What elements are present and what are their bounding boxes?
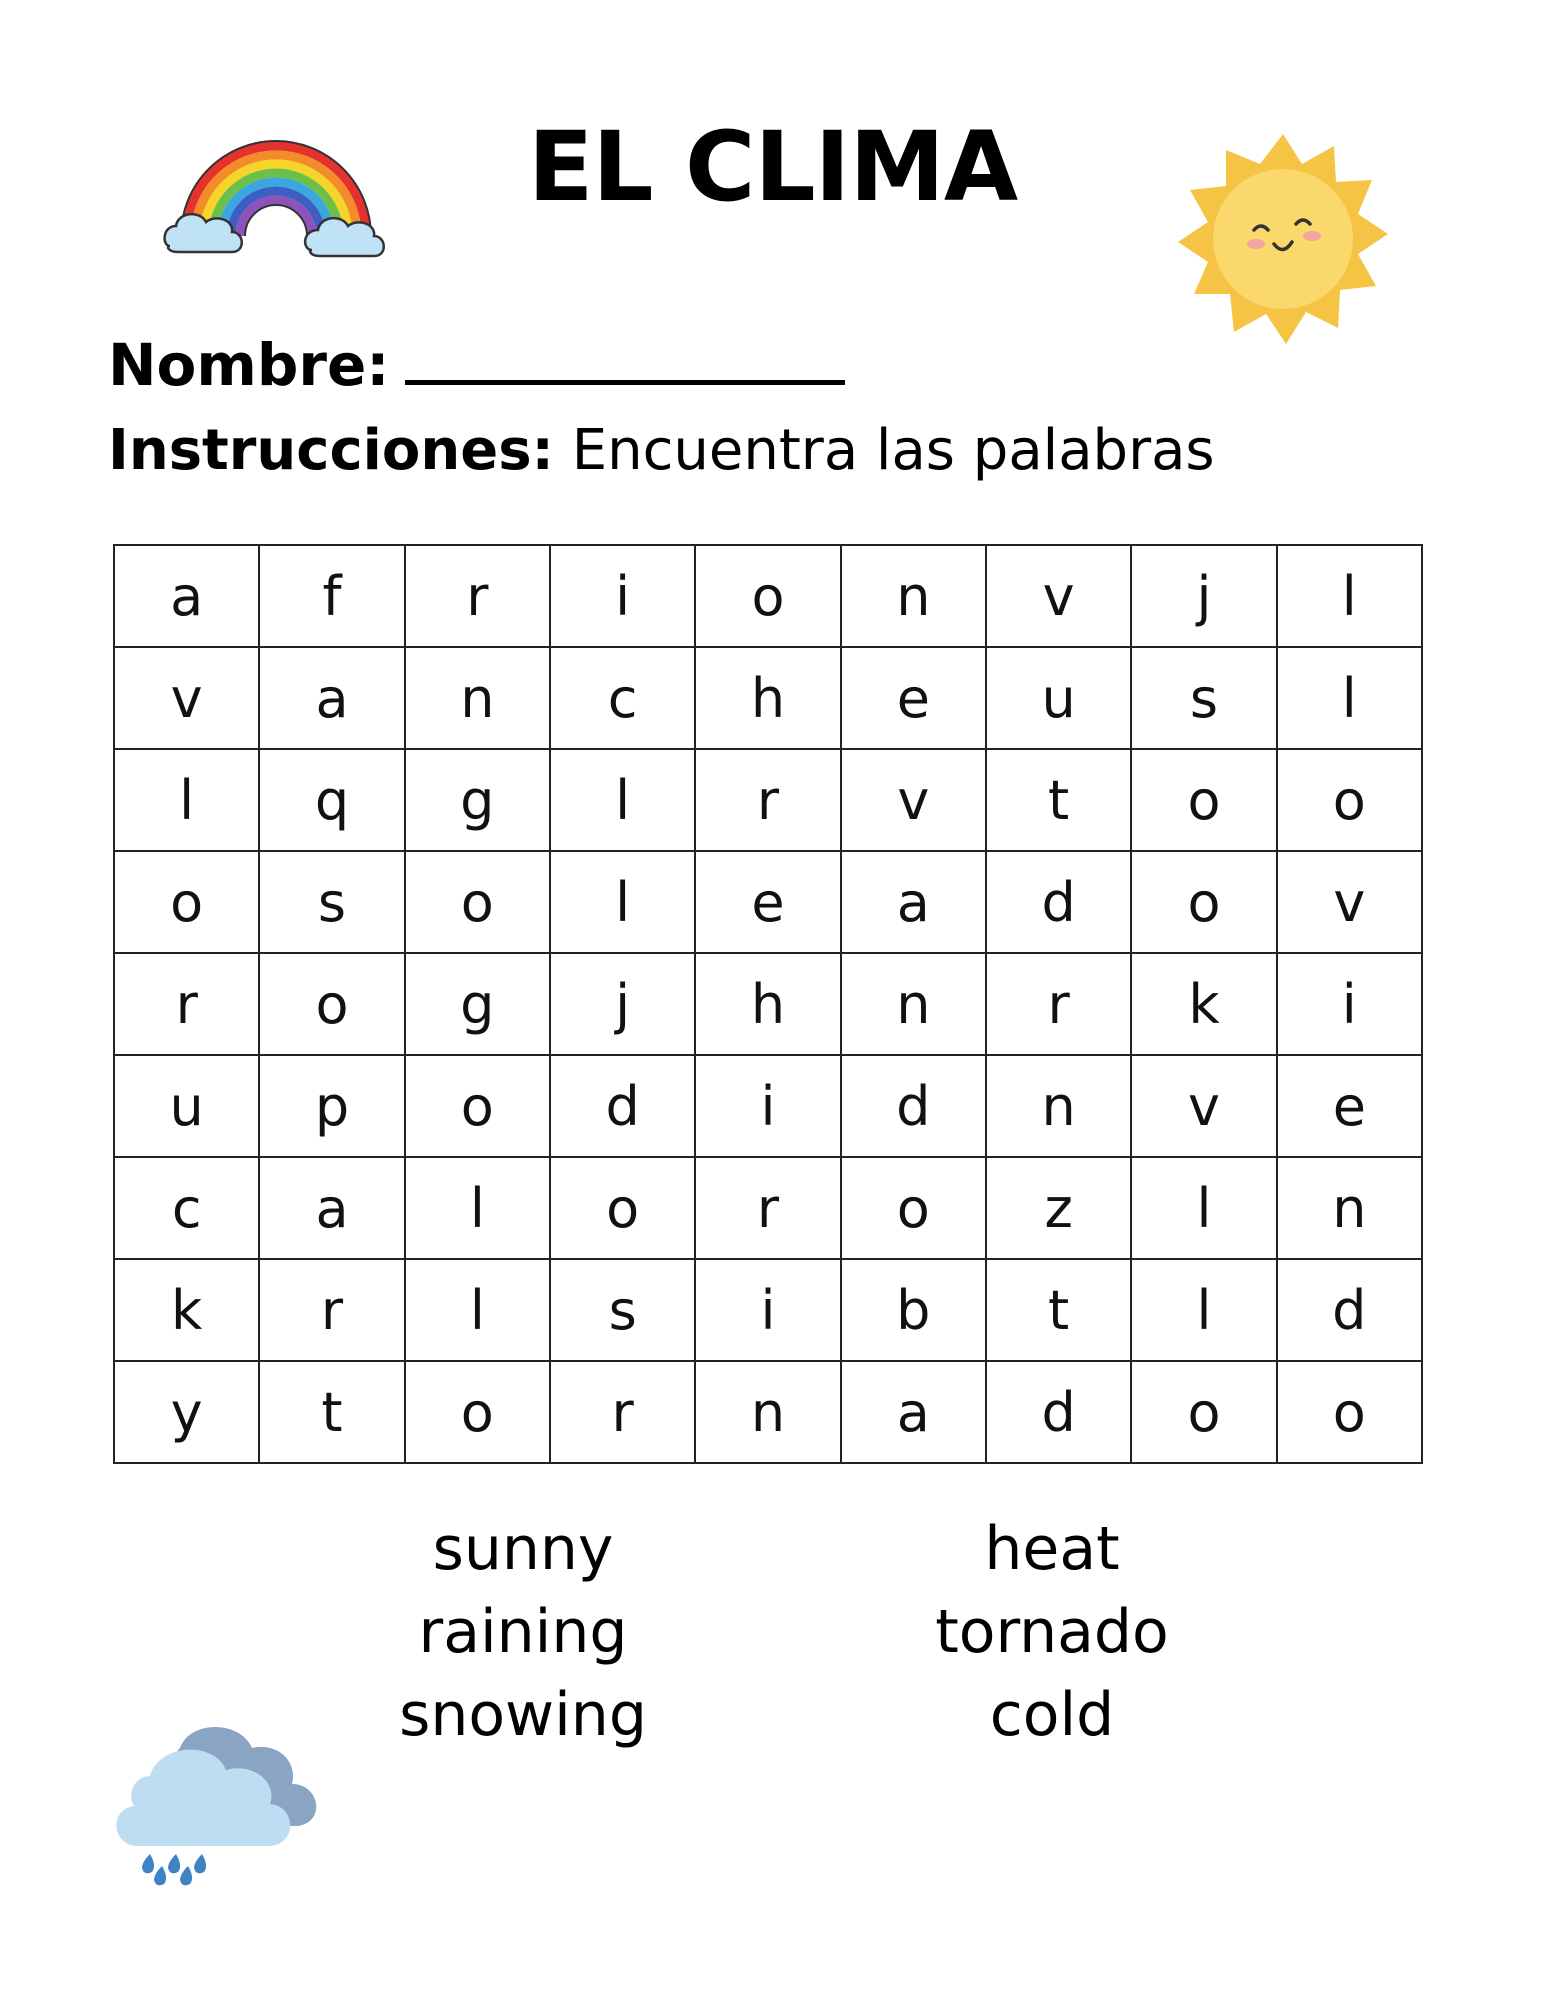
- grid-cell[interactable]: f: [259, 545, 404, 647]
- name-field-row: [108, 322, 845, 400]
- grid-cell[interactable]: u: [986, 647, 1131, 749]
- grid-cell[interactable]: n: [405, 647, 550, 749]
- grid-cell[interactable]: s: [550, 1259, 695, 1361]
- word-list-item: sunny: [432, 1514, 614, 1584]
- grid-cell[interactable]: e: [841, 647, 986, 749]
- grid-cell[interactable]: l: [114, 749, 259, 851]
- grid-cell[interactable]: r: [695, 749, 840, 851]
- grid-cell[interactable]: g: [405, 749, 550, 851]
- grid-cell[interactable]: n: [1277, 1157, 1422, 1259]
- grid-cell[interactable]: q: [259, 749, 404, 851]
- grid-cell[interactable]: d: [986, 1361, 1131, 1463]
- grid-cell[interactable]: k: [1131, 953, 1276, 1055]
- grid-cell[interactable]: e: [1277, 1055, 1422, 1157]
- grid-cell[interactable]: l: [1131, 1157, 1276, 1259]
- grid-cell[interactable]: l: [405, 1259, 550, 1361]
- grid-cell[interactable]: a: [259, 647, 404, 749]
- word-list-item: tornado: [935, 1597, 1169, 1667]
- grid-cell[interactable]: o: [841, 1157, 986, 1259]
- grid-cell[interactable]: b: [841, 1259, 986, 1361]
- grid-cell[interactable]: o: [1131, 749, 1276, 851]
- grid-row: [114, 1157, 1422, 1259]
- grid-row: [114, 953, 1422, 1055]
- grid-cell[interactable]: r: [695, 1157, 840, 1259]
- grid-row: [114, 647, 1422, 749]
- grid-cell[interactable]: s: [1131, 647, 1276, 749]
- grid-cell[interactable]: n: [841, 953, 986, 1055]
- word-list-item: heat: [984, 1514, 1120, 1584]
- grid-row: [114, 1259, 1422, 1361]
- word-list-right: [842, 1508, 1262, 1757]
- grid-cell[interactable]: r: [114, 953, 259, 1055]
- grid-cell[interactable]: a: [114, 545, 259, 647]
- grid-cell[interactable]: l: [550, 749, 695, 851]
- instructions: [108, 416, 1215, 486]
- grid-cell[interactable]: o: [114, 851, 259, 953]
- grid-cell[interactable]: i: [695, 1055, 840, 1157]
- grid-cell[interactable]: n: [695, 1361, 840, 1463]
- smiling-sun-icon: [1176, 132, 1390, 346]
- grid-cell[interactable]: p: [259, 1055, 404, 1157]
- instructions-text: Encuentra las palabras: [571, 418, 1215, 483]
- word-list-left: [313, 1508, 733, 1757]
- grid-cell[interactable]: h: [695, 953, 840, 1055]
- grid-cell[interactable]: i: [1277, 953, 1422, 1055]
- grid-cell[interactable]: s: [259, 851, 404, 953]
- grid-cell[interactable]: v: [986, 545, 1131, 647]
- grid-cell[interactable]: z: [986, 1157, 1131, 1259]
- grid-row: [114, 851, 1422, 953]
- grid-cell[interactable]: t: [259, 1361, 404, 1463]
- word-list-item: snowing: [399, 1680, 647, 1750]
- grid-cell[interactable]: e: [695, 851, 840, 953]
- grid-cell[interactable]: o: [1131, 851, 1276, 953]
- grid-cell[interactable]: v: [114, 647, 259, 749]
- grid-cell[interactable]: v: [841, 749, 986, 851]
- word-list-item: raining: [418, 1597, 628, 1667]
- rain-cloud-icon: [110, 1718, 330, 1888]
- grid-cell[interactable]: o: [1277, 749, 1422, 851]
- grid-cell[interactable]: v: [1131, 1055, 1276, 1157]
- page-title: EL CLIMA: [527, 111, 1018, 223]
- grid-cell[interactable]: t: [986, 1259, 1131, 1361]
- name-blank-line[interactable]: [405, 322, 845, 385]
- grid-cell[interactable]: l: [405, 1157, 550, 1259]
- grid-cell[interactable]: r: [405, 545, 550, 647]
- grid-cell[interactable]: u: [114, 1055, 259, 1157]
- grid-cell[interactable]: d: [550, 1055, 695, 1157]
- grid-cell[interactable]: l: [1277, 647, 1422, 749]
- grid-cell[interactable]: d: [841, 1055, 986, 1157]
- grid-cell[interactable]: t: [986, 749, 1131, 851]
- grid-cell[interactable]: v: [1277, 851, 1422, 953]
- grid-cell[interactable]: i: [550, 545, 695, 647]
- word-list-item: cold: [989, 1680, 1115, 1750]
- grid-cell[interactable]: d: [986, 851, 1131, 953]
- grid-row: [114, 1055, 1422, 1157]
- grid-cell[interactable]: o: [695, 545, 840, 647]
- grid-cell[interactable]: r: [259, 1259, 404, 1361]
- grid-cell[interactable]: r: [986, 953, 1131, 1055]
- grid-cell[interactable]: a: [841, 851, 986, 953]
- grid-cell[interactable]: n: [986, 1055, 1131, 1157]
- grid-cell[interactable]: a: [841, 1361, 986, 1463]
- grid-row: [114, 749, 1422, 851]
- grid-cell[interactable]: c: [114, 1157, 259, 1259]
- grid-cell[interactable]: d: [1277, 1259, 1422, 1361]
- grid-cell[interactable]: k: [114, 1259, 259, 1361]
- grid-cell[interactable]: c: [550, 647, 695, 749]
- grid-cell[interactable]: j: [550, 953, 695, 1055]
- grid-cell[interactable]: o: [1131, 1361, 1276, 1463]
- grid-cell[interactable]: o: [550, 1157, 695, 1259]
- grid-cell[interactable]: l: [1131, 1259, 1276, 1361]
- grid-cell[interactable]: r: [550, 1361, 695, 1463]
- grid-cell[interactable]: l: [550, 851, 695, 953]
- grid-cell[interactable]: y: [114, 1361, 259, 1463]
- grid-cell[interactable]: j: [1131, 545, 1276, 647]
- grid-cell[interactable]: g: [405, 953, 550, 1055]
- grid-cell[interactable]: o: [405, 851, 550, 953]
- grid-cell[interactable]: o: [259, 953, 404, 1055]
- instructions-label: Instrucciones:: [108, 418, 554, 483]
- word-search-grid: [113, 544, 1423, 1464]
- name-label: Nombre:: [108, 331, 390, 399]
- grid-cell[interactable]: h: [695, 647, 840, 749]
- grid-cell[interactable]: o: [405, 1361, 550, 1463]
- grid-cell[interactable]: o: [1277, 1361, 1422, 1463]
- grid-cell[interactable]: o: [405, 1055, 550, 1157]
- grid-cell[interactable]: n: [841, 545, 986, 647]
- grid-cell[interactable]: i: [695, 1259, 840, 1361]
- grid-cell[interactable]: l: [1277, 545, 1422, 647]
- grid-row: [114, 1361, 1422, 1463]
- grid-cell[interactable]: a: [259, 1157, 404, 1259]
- grid-row: [114, 545, 1422, 647]
